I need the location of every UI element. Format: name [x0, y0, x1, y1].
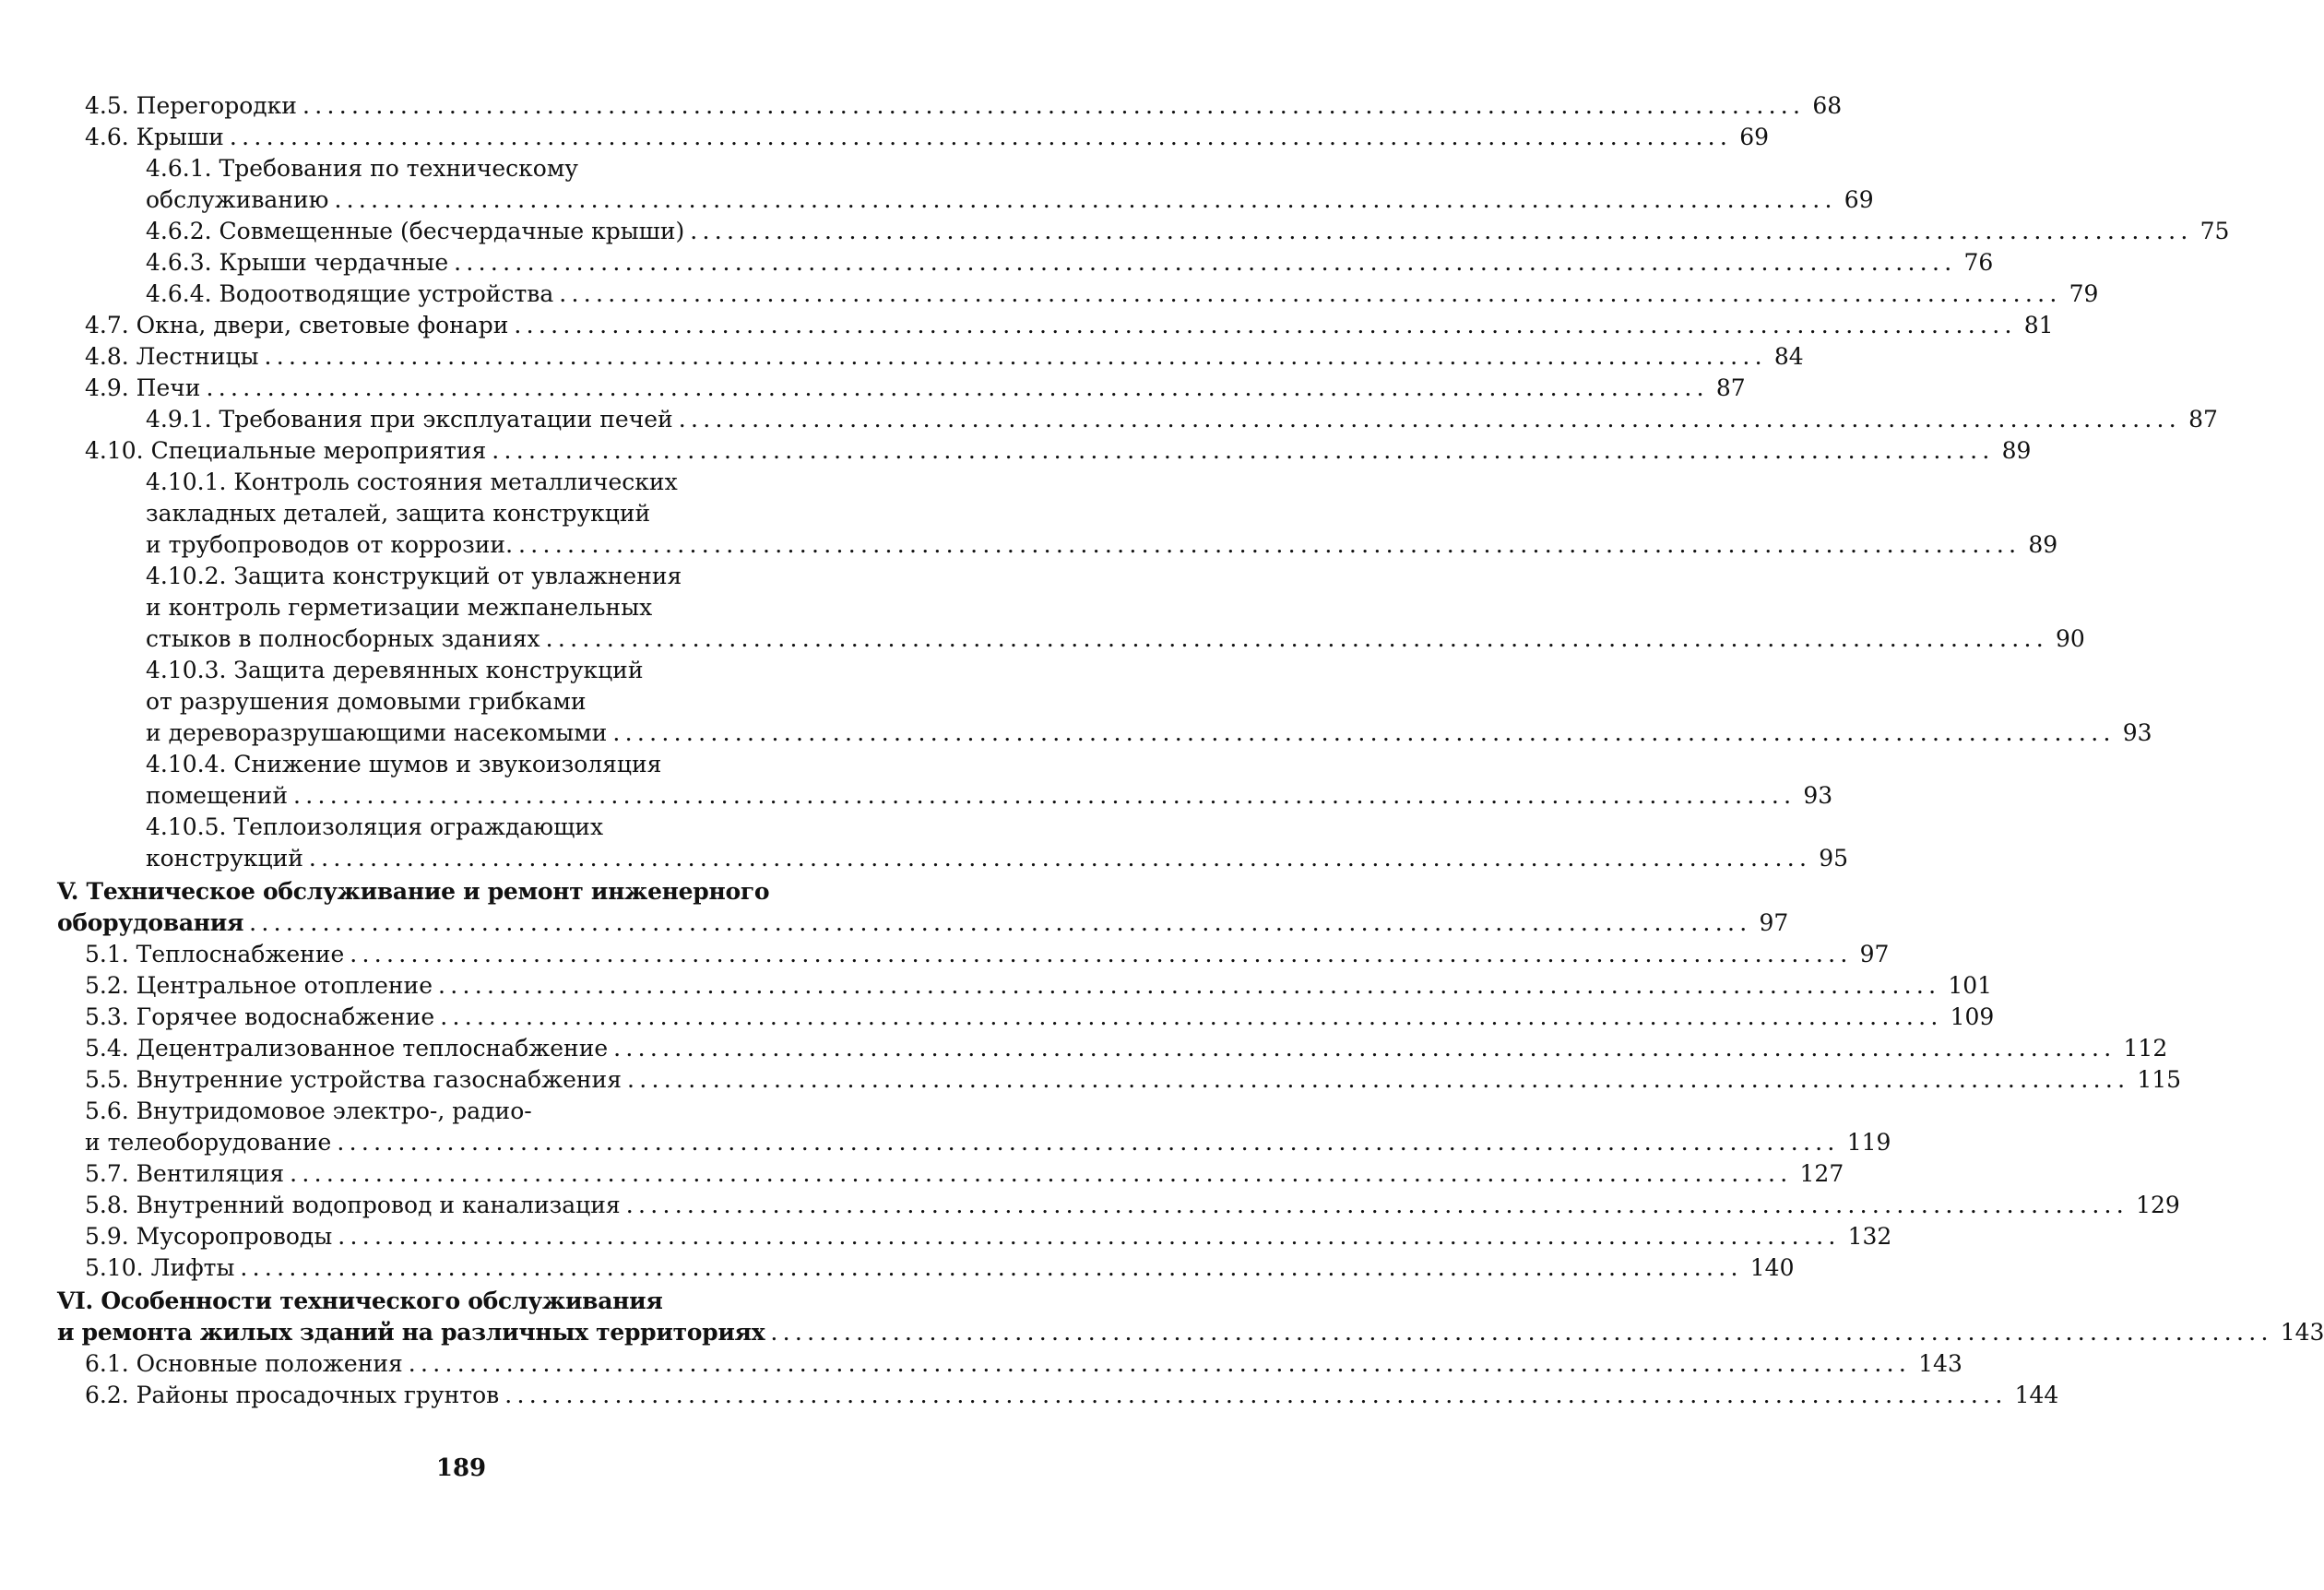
entry-number: 4.10.2. [146, 563, 227, 589]
toc-entry-4-7[interactable] [85, 310, 2054, 341]
entry-number: 6.2. [85, 1382, 129, 1408]
dot-leader: ........................................................................................................................... [334, 186, 1837, 213]
entry-number: 4.9.1. [146, 406, 212, 433]
entry-page: 68 [1812, 92, 1843, 119]
toc-entry-4-10-2[interactable] [146, 623, 2085, 655]
entry-number: 6.1. [85, 1350, 129, 1377]
toc-chapter-vi[interactable] [57, 1317, 2324, 1348]
entry-page: 140 [1749, 1254, 1795, 1281]
entry-title: Печи [136, 374, 201, 401]
entry-number: 4.5. [85, 92, 129, 119]
entry-title: Внутридомовое электро-, радио- [136, 1098, 532, 1124]
toc-entry-4-10-4[interactable] [146, 780, 1833, 812]
entry-number: 5.9. [85, 1223, 129, 1250]
entry-number: 5.4. [85, 1035, 129, 1062]
entry-page: 132 [1847, 1223, 1892, 1250]
entry-title: Крыши [136, 124, 224, 150]
entry-title: Совмещенные (бесчердачные крыши) [219, 218, 685, 244]
entry-title: Контроль состояния металлических [233, 469, 678, 495]
dot-leader: ........................................................................................................................... [438, 972, 1941, 999]
toc-entry-4-6-2[interactable] [146, 216, 2230, 247]
dot-leader: ........................................................................................................................... [290, 1160, 1793, 1187]
toc-entry-4-8[interactable] [85, 341, 1804, 373]
entry-title: Крыши чердачные [219, 249, 449, 276]
dot-leader: ........................................................................................................................... [770, 1319, 2273, 1346]
toc-entry-4-5[interactable] [85, 90, 1843, 122]
toc-chapter-v[interactable] [57, 908, 1789, 939]
dot-leader: ........................................................................................................................... [206, 374, 1709, 401]
toc-entry-6-2[interactable] [85, 1380, 2059, 1411]
entry-title: Горячее водоснабжение [136, 1003, 435, 1030]
dot-leader: ........................................................................................................................... [338, 1223, 1841, 1250]
toc-entry-5-10[interactable] [85, 1252, 1795, 1284]
entry-title: от разрушения домовыми грибками [146, 688, 587, 715]
toc-entry-4-10-2-line1[interactable] [146, 561, 682, 592]
entry-number: 4.10.4. [146, 751, 227, 777]
entry-title: конструкций [146, 845, 303, 872]
entry-title: Теплоизоляция ограждающих [233, 813, 604, 840]
dot-leader: ........................................................................................................................... [627, 1066, 2130, 1093]
toc-entry-4-6-1[interactable] [146, 184, 1874, 216]
toc-entry-6-1[interactable] [85, 1348, 1962, 1380]
entry-page: 93 [2122, 719, 2152, 746]
entry-page: 144 [2014, 1382, 2059, 1408]
dot-leader: ........................................................................................................................... [454, 249, 1957, 276]
toc-entry-5-5[interactable] [85, 1064, 2182, 1096]
entry-page: 115 [2137, 1066, 2182, 1093]
entry-number: 5.5. [85, 1066, 129, 1093]
entry-number: 5.1. [85, 941, 129, 967]
toc-entry-4-10-5-line1[interactable] [146, 812, 603, 843]
entry-title: и телеоборудование [85, 1129, 332, 1156]
entry-title: Специальные мероприятия [150, 437, 487, 464]
entry-title: Окна, двери, световые фонари [136, 312, 509, 338]
entry-page: 84 [1773, 343, 1804, 370]
chapter-title: и ремонта жилых зданий на различных территориях [57, 1319, 765, 1346]
entry-page: 143 [1918, 1350, 1962, 1377]
dot-leader: ........................................................................................................................... [229, 124, 1733, 150]
entry-number: 4.10.5. [146, 813, 227, 840]
entry-number: 4.6.2. [146, 218, 212, 244]
entry-title: помещений [146, 782, 288, 809]
toc-entry-5-6[interactable] [85, 1127, 1891, 1158]
toc-entry-5-3[interactable] [85, 1002, 1995, 1033]
toc-entry-4-9[interactable] [85, 373, 1746, 404]
dot-leader: ........................................................................................................................... [302, 92, 1806, 119]
toc-entry-5-7[interactable] [85, 1158, 1844, 1190]
toc-entry-4-10-2-line2[interactable] [146, 592, 652, 623]
toc-entry-5-4[interactable] [85, 1033, 2168, 1064]
entry-title: Перегородки [136, 92, 297, 119]
entry-page: 69 [1739, 124, 1769, 150]
dot-leader: ........................................................................................................................... [249, 909, 1752, 936]
dot-leader: ........................................................................................................................... [559, 280, 2062, 307]
entry-title: Внутренние устройства газоснабжения [136, 1066, 622, 1093]
entry-number: 4.6.1. [146, 155, 212, 182]
chapter-title: Техническое обслуживание и ремонт инженерного [86, 878, 770, 905]
toc-entry-4-6-1-line1[interactable] [146, 153, 578, 184]
entry-number: 4.10.3. [146, 657, 227, 683]
dot-leader: ........................................................................................................................... [440, 1003, 1943, 1030]
entry-number: 5.7. [85, 1160, 129, 1187]
entry-page: 95 [1819, 845, 1849, 872]
toc-entry-5-8[interactable] [85, 1190, 2180, 1221]
toc-entry-4-10-1-line2[interactable] [146, 498, 650, 529]
entry-page: 97 [1759, 909, 1789, 936]
toc-entry-4-10-3-line2[interactable] [146, 686, 587, 718]
entry-title: Мусоропроводы [136, 1223, 333, 1250]
page-number: 189 [435, 1454, 487, 1482]
dot-leader: ........................................................................................................................... [350, 941, 1853, 967]
dot-leader: ........................................................................................................................... [545, 625, 2048, 652]
entry-page: 79 [2069, 280, 2099, 307]
entry-page: 76 [1963, 249, 1994, 276]
entry-title: Теплоснабжение [136, 941, 345, 967]
entry-number: 4.10. [85, 437, 144, 464]
entry-page: 75 [2200, 218, 2230, 244]
toc-entry-4-10[interactable] [85, 435, 2032, 467]
dot-leader: ........................................................................................................................... [514, 312, 2017, 338]
entry-page: 87 [2188, 406, 2218, 433]
dot-leader: ........................................................................................................................... [408, 1350, 1912, 1377]
dot-leader: ........................................................................................................................... [613, 1035, 2116, 1062]
toc-entry-5-6-line1[interactable] [85, 1096, 532, 1127]
entry-title: стыков в полносборных зданиях [146, 625, 540, 652]
chapter-title: оборудования [57, 909, 244, 936]
entry-number: 4.6.3. [146, 249, 212, 276]
toc-entry-4-6[interactable] [85, 122, 1769, 153]
toc-entry-5-9[interactable] [85, 1221, 1892, 1252]
chapter-number: VI. [57, 1287, 93, 1314]
toc-entry-4-9-1[interactable] [146, 404, 2218, 435]
entry-page: 89 [2028, 531, 2058, 558]
entry-number: 4.8. [85, 343, 129, 370]
toc-entry-4-10-1[interactable] [146, 529, 2058, 561]
entry-title: Вентиляция [136, 1160, 285, 1187]
entry-number: 5.10. [85, 1254, 144, 1281]
entry-page: 112 [2123, 1035, 2168, 1062]
toc-entry-4-10-5[interactable] [146, 843, 1849, 874]
dot-leader: ........................................................................................................................... [612, 719, 2116, 746]
entry-page: 109 [1950, 1003, 1995, 1030]
toc-entry-5-1[interactable] [85, 939, 1890, 970]
entry-title: Водоотводящие устройства [219, 280, 554, 307]
entry-number: 4.6.4. [146, 280, 212, 307]
entry-title: обслуживанию [146, 186, 329, 213]
toc-entry-4-6-3[interactable] [146, 247, 1994, 279]
dot-leader: ........................................................................................................................... [240, 1254, 1743, 1281]
entry-number: 4.9. [85, 374, 129, 401]
entry-page: 129 [2136, 1192, 2180, 1218]
chapter-title: Особенности технического обслуживания [101, 1287, 663, 1314]
toc-entry-4-10-4-line1[interactable] [146, 749, 661, 780]
toc-entry-4-10-1-line1[interactable] [146, 467, 678, 498]
toc-chapter-vi-line1[interactable] [57, 1286, 663, 1317]
entry-title: и дереворазрушающими насекомыми [146, 719, 608, 746]
toc-entry-5-2[interactable] [85, 970, 1993, 1002]
entry-title: Районы просадочных грунтов [136, 1382, 500, 1408]
entry-page: 101 [1948, 972, 1993, 999]
toc-entry-4-10-3-line1[interactable] [146, 655, 644, 686]
entry-page: 93 [1803, 782, 1833, 809]
entry-title: Снижение шумов и звукоизоляция [233, 751, 662, 777]
entry-number: 5.6. [85, 1098, 129, 1124]
entry-page: 87 [1715, 374, 1746, 401]
entry-title: Внутренний водопровод и канализация [136, 1192, 621, 1218]
entry-title: Лестницы [136, 343, 259, 370]
entry-page: 89 [2001, 437, 2032, 464]
entry-page: 69 [1844, 186, 1874, 213]
entry-title: Центральное отопление [136, 972, 433, 999]
entry-number: 5.3. [85, 1003, 129, 1030]
dot-leader: ........................................................................................................................... [518, 531, 2022, 558]
entry-number: 5.2. [85, 972, 129, 999]
entry-title: и контроль герметизации межпанельных [146, 594, 653, 621]
dot-leader: ........................................................................................................................... [308, 845, 1812, 872]
entry-title: Требования при эксплуатации печей [219, 406, 673, 433]
entry-page: 97 [1859, 941, 1890, 967]
toc-entry-4-10-3[interactable] [146, 718, 2152, 749]
dot-leader: ........................................................................................................................... [292, 782, 1796, 809]
dot-leader: ........................................................................................................................... [264, 343, 1767, 370]
entry-title: Требования по техническому [219, 155, 578, 182]
toc-chapter-v-line1[interactable] [57, 876, 769, 908]
dot-leader: ........................................................................................................................... [678, 406, 2182, 433]
entry-title: Защита деревянных конструкций [233, 657, 644, 683]
entry-page: 90 [2055, 625, 2085, 652]
entry-number: 4.10.1. [146, 469, 227, 495]
dot-leader: ........................................................................................................................... [504, 1382, 2008, 1408]
entry-page: 143 [2280, 1319, 2324, 1346]
dot-leader: ........................................................................................................................... [690, 218, 2193, 244]
entry-page: 81 [2023, 312, 2054, 338]
entry-title: Лифты [150, 1254, 235, 1281]
entry-title: Защита конструкций от увлажнения [233, 563, 682, 589]
entry-title: Децентрализованное теплоснабжение [136, 1035, 609, 1062]
dot-leader: ........................................................................................................................... [625, 1192, 2129, 1218]
entry-number: 4.6. [85, 124, 129, 150]
entry-number: 4.7. [85, 312, 129, 338]
entry-number: 5.8. [85, 1192, 129, 1218]
entry-title: закладных деталей, защита конструкций [146, 500, 651, 527]
dot-leader: ........................................................................................................................... [492, 437, 1995, 464]
entry-title: Основные положения [136, 1350, 403, 1377]
entry-title: и трубопроводов от коррозии. [146, 531, 514, 558]
chapter-number: V. [57, 878, 79, 905]
entry-page: 127 [1799, 1160, 1844, 1187]
dot-leader: ........................................................................................................................... [337, 1129, 1840, 1156]
entry-page: 119 [1846, 1129, 1891, 1156]
toc-entry-4-6-4[interactable] [146, 279, 2099, 310]
